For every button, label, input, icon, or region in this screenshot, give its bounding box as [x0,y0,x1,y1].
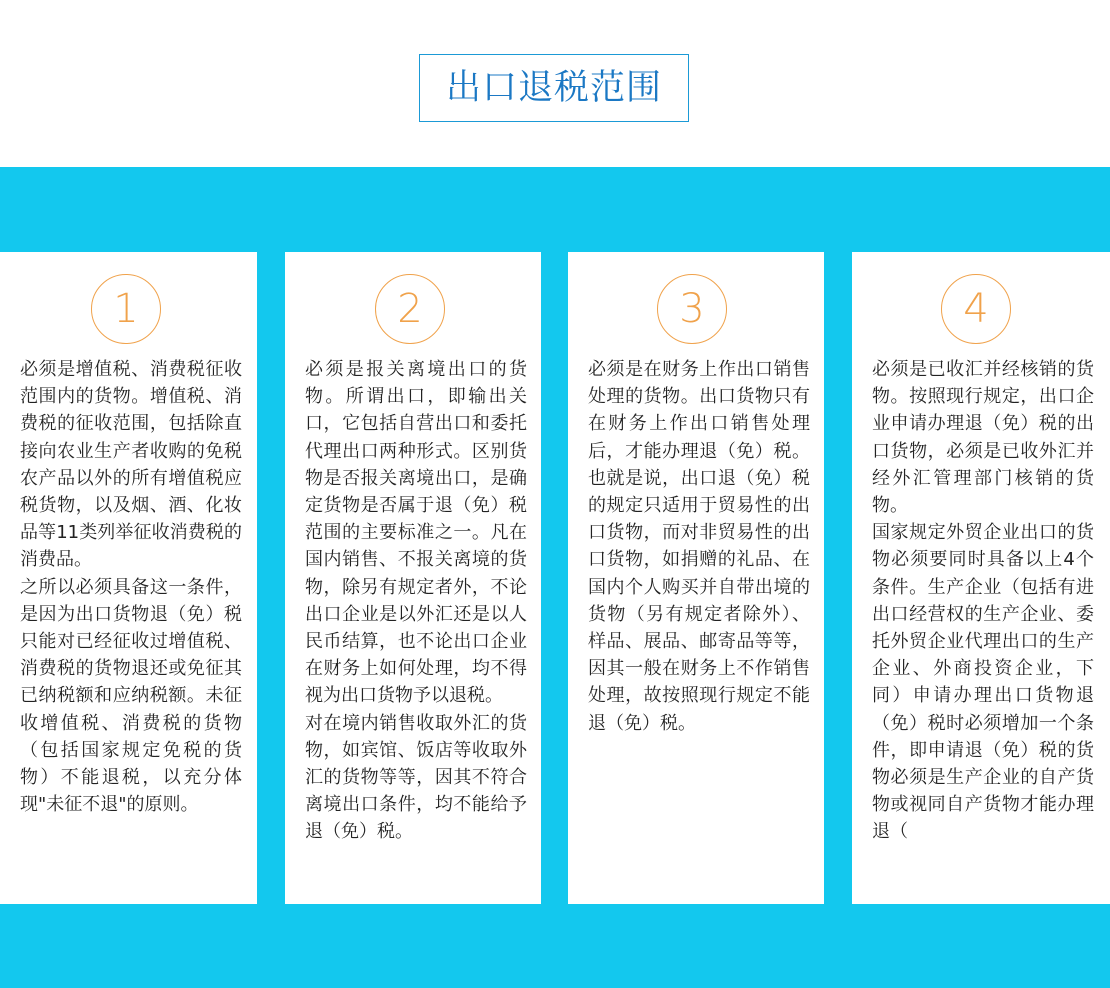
card-3-text [588,356,810,737]
card-1-paragraph-1: 必须是增值税、消费税征收范围内的货物。增值税、消费税的征收范围，包括除直接向农业生产者收购的免税农产品以外的所有增值税应税货物，以及烟、酒、化妆品等11类列举征收消费税的消费品。 [20,359,242,571]
card-2-paragraph-1: 必须是报关离境出口的货物。所谓出口，即输出关口，它包括自营出口和委托代理出口两种形式。区别货物是否报关离境出口，是确定货物是否属于退（免）税范围的主要标准之一。凡在国内销售、不报关离境的货物，除另有规定者外，不论出口企业是以外汇还是以人民币结算，也不论出口企业在财务上如何处理，均不得视为出口货物予以退税。 [305,359,527,707]
card-4-paragraph-1: 必须是已收汇并经核销的货物。按照现行规定，出口企业申请办理退（免）税的出口货物，必须是已收外汇并经外汇管理部门核销的货物。 [872,359,1094,517]
card-4-text [872,356,1094,846]
card-3-paragraph-1: 必须是在财务上作出口销售处理的货物。出口货物只有在财务上作出口销售处理后，才能办理退（免）税。也就是说，出口退（免）税的规定只适用于贸易性的出口货物，而对非贸易性的出口货物，如捐赠的礼品、在国内个人购买并自带出境的货物（另有规定者除外）、样品、展品、邮寄品等等，因其一般在财务上不作销售处理，故按照现行规定不能退（免）税。 [588,359,810,734]
card-condition-3 [568,252,824,904]
page-title-box [419,54,689,122]
card-2-paragraph-2: 对在境内销售收取外汇的货物，如宾馆、饭店等收取外汇的货物等等，因其不符合离境出口条件，均不能给予退（免）税。 [305,712,527,843]
card-condition-2 [285,252,541,904]
card-1-text [20,356,242,818]
card-condition-1 [0,252,257,904]
card-4-paragraph-2: 国家规定外贸企业出口的货物必须要同时具备以上4个条件。生产企业（包括有进出口经营权的生产企业、委托外贸企业代理出口的生产企业、外商投资企业，下同）申请办理出口货物退（免）税时必须增加一个条件，即申请退（免）税的货物必须是生产企业的自产货物或视同自产货物才能办理退（ [872,522,1094,843]
page-title: 出口退税范围 [445,67,662,108]
number-circle-2: 2 [375,274,445,344]
card-condition-4 [852,252,1110,904]
card-1-paragraph-2: 之所以必须具备这一条件，是因为出口货物退（免）税只能对已经征收过增值税、消费税的货物退还或免征其已纳税额和应纳税额。未征收增值税、消费税的货物（包括国家规定免税的货物）不能退税，以充分体现"未征不退"的原则。 [20,576,242,816]
number-circle-1: 1 [91,274,161,344]
number-circle-3: 3 [657,274,727,344]
number-circle-4: 4 [941,274,1011,344]
card-2-text [305,356,527,846]
